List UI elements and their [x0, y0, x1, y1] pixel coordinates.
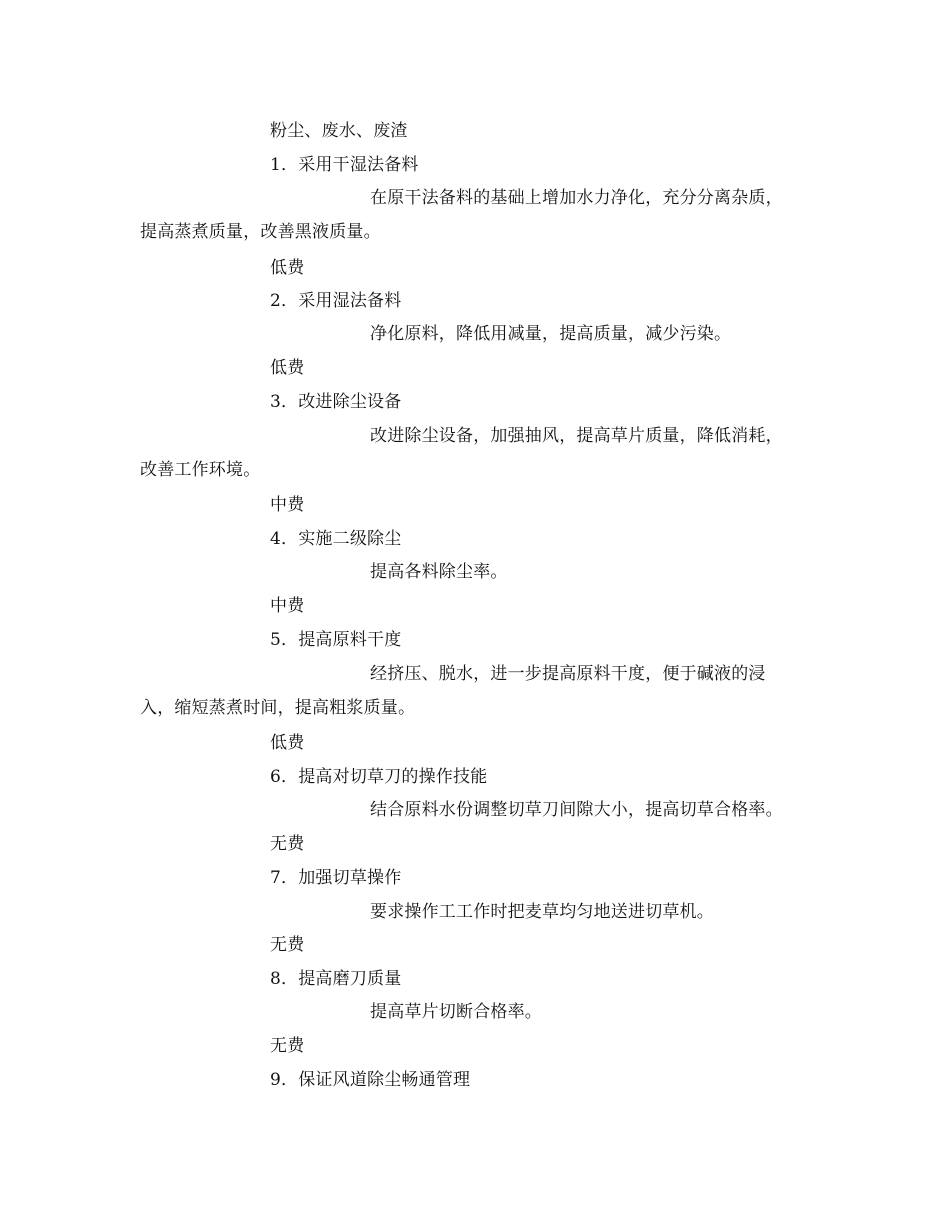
item-description-continued: 入，缩短蒸煮时间，提高粗浆质量。 [140, 698, 416, 718]
item-description: 要求操作工工作时把麦草均匀地送进切草机。 [370, 902, 714, 922]
item-cost: 低费 [270, 258, 305, 278]
item-cost: 无费 [270, 1036, 305, 1056]
item-cost: 低费 [270, 733, 305, 753]
item-cost: 中费 [270, 495, 305, 515]
item-description-continued: 改善工作环境。 [140, 460, 261, 480]
item-description: 改进除尘设备，加强抽风，提高草片质量，降低消耗， [370, 426, 783, 446]
item-title: 8．提高磨刀质量 [270, 969, 402, 989]
item-description: 在原干法备料的基础上增加水力净化，充分分离杂质， [370, 188, 783, 208]
item-description: 净化原料，降低用减量，提高质量，减少污染。 [370, 324, 732, 344]
item-title: 7．加强切草操作 [270, 868, 402, 888]
item-cost: 无费 [270, 834, 305, 854]
item-title: 2．采用湿法备料 [270, 291, 402, 311]
item-title: 3．改进除尘设备 [270, 392, 402, 412]
item-cost: 中费 [270, 596, 305, 616]
item-cost: 无费 [270, 935, 305, 955]
item-description: 提高草片切断合格率。 [370, 1002, 542, 1022]
item-description: 提高各料除尘率。 [370, 562, 508, 582]
item-description: 经挤压、脱水，进一步提高原料干度，便于碱液的浸 [370, 664, 766, 684]
item-title: 1．采用干湿法备料 [270, 155, 419, 175]
item-cost: 低费 [270, 358, 305, 378]
item-description-continued: 提高蒸煮质量，改善黑液质量。 [140, 222, 381, 242]
item-title: 4．实施二级除尘 [270, 529, 402, 549]
section-heading: 粉尘、废水、废渣 [270, 121, 408, 141]
item-title: 9．保证风道除尘畅通管理 [270, 1070, 471, 1090]
item-title: 6．提高对切草刀的操作技能 [270, 767, 488, 787]
item-title: 5．提高原料干度 [270, 630, 402, 650]
item-description: 结合原料水份调整切草刀间隙大小，提高切草合格率。 [370, 800, 783, 820]
